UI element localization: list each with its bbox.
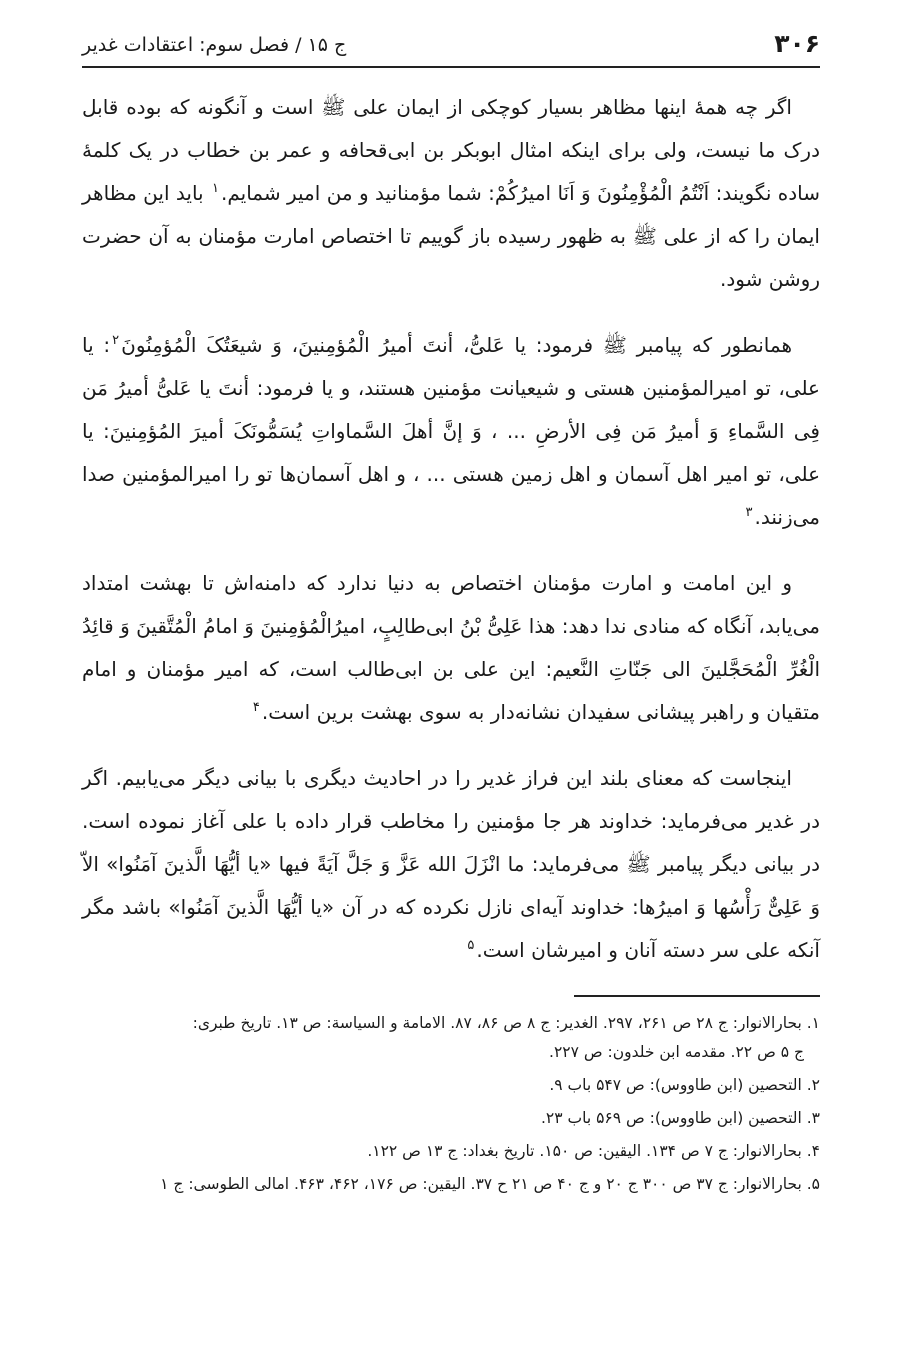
footnote-separator xyxy=(574,995,820,997)
paragraph: اگر چه همهٔ اینها مظاهر بسیار کوچکی از ایمان علی ﷺ است و آنگونه که بوده قابل درک ما نیست، ولی برای اینکه امثال ابوبکر بن ابی‌قحافه و عمر بن خطاب در یک کلمهٔ ساده نگویند: اَنْتُمُ الْمُؤْمِنُونَ وَ اَنَا امیرُکُمْ: شما مؤمنانید و من امیر شمایم.$^۱$ باید این مظاهر ایمان را که از علی ﷺ به ظهور رسیده باز گوییم تا اختصاص امارت مؤمنان به آن حضرت روشن شود. xyxy=(82,95,820,291)
footnote: ۳. التحصین (ابن طاووس): ص ۵۶۹ باب ۲۳. xyxy=(540,1109,820,1127)
page-number: ۳۰۶ xyxy=(774,29,820,58)
footnote: ۴. بحارالانوار: ج ۷ ص ۱۳۴. الیقین: ص ۱۵۰. تاریخ بغداد: ج ۱۳ ص ۱۲۲. xyxy=(367,1142,820,1160)
footnotes xyxy=(82,1009,820,1199)
footnote: ۵. بحارالانوار: ج ۳۷ ص ۳۰۰ ج ۲۰ و ج ۴۰ ص ۲۱ ح ۳۷. الیقین: ص ۱۷۶، ۴۶۲، ۴۶۳. امالی الطوسی: ج ۱ xyxy=(160,1175,820,1193)
paragraph: اینجاست که معنای بلند این فراز غدیر را در احادیث دیگری با بیانی دیگر می‌یابیم. اگر در غدیر می‌فرماید: خداوند هر جا مؤمنین را مخاطب قرار داده با علی آغاز نموده است. در بیانی دیگر پیامبر ﷺ می‌فرماید: ما انْزَلَ الله عَزَّ وَ جَلَّ آیَةً فیها «یا أیُّهَا الَّذینَ آمَنُوا» الاّ وَ عَلِیٌّ رَأْسُها وَ امیرُها: خداوند آیه‌ای نازل نکرده که در آن «یا أیُّهَا الَّذینَ آمَنُوا» باشد مگر آنکه علی سر دسته آنان و امیرشان است.$^۵$ xyxy=(82,766,820,962)
footnote: ۱. بحارالانوار: ج ۲۸ ص ۲۶۱، ۲۹۷. الغدیر: ج ۸ ص ۸۶، ۸۷. الامامة و السیاسة: ص ۱۳. تاریخ طبری: ج ۵ ص ۲۲. مقدمه ابن خلدون: ص ۲۲۷. xyxy=(192,1014,820,1061)
running-title: ج ۱۵ / فصل سوم: اعتقادات غدیر xyxy=(82,34,347,56)
footnote-ref: ۵ xyxy=(467,938,475,954)
footnote-ref: ۴ xyxy=(252,700,260,716)
book-page xyxy=(82,30,820,1203)
body-text xyxy=(82,86,820,972)
footnote-ref: ۳ xyxy=(745,505,753,521)
page-header xyxy=(82,30,820,68)
paragraph: همانطور که پیامبر ﷺ فرمود: یا عَلیُّ، أنتَ أمیرُ الْمُؤمِنینَ، وَ شیعَتُکَ الْمُؤمِنُونَ$^۲$: یا علی، تو امیرالمؤمنین هستی و شیعیانت مؤمنین هستند، و یا فرمود: أنتَ یا عَلیُّ أمیرُ مَن فِی السَّماءِ وَ أمیرُ مَن فِی الأرضِ ... ، وَ إنَّ أهلَ السَّماواتِ یُسَمُّونَکَ أمیرَ المُؤمِنینَ: یا علی، تو امیر اهل آسمان و اهل زمین هستی ... ، و اهل آسمان‌ها تو را امیرالمؤمنین صدا می‌زنند.$^۳$ xyxy=(82,333,820,529)
footnote-ref: ۲ xyxy=(112,333,120,349)
paragraph: و این امامت و امارت مؤمنان اختصاص به دنیا ندارد که دامنه‌اش تا بهشت امتداد می‌یابد، آنگاه که منادی ندا دهد: هذا عَلِیُّ بْنُ ابی‌طالِبٍ، امیرُالْمُؤمِنینَ وَ امامُ الْمُتَّقینَ وَ قائِدُ الْغُرِّ الْمُحَجَّلینَ الی جَنّاتِ النَّعیم: این علی بن ابی‌طالب است، که امیر مؤمنان و امام متقیان و راهبر پیشانی سفیدان نشانه‌دار به سوی بهشت برین است.$^۴$ xyxy=(82,571,820,724)
footnote: ۲. التحصین (ابن طاووس): ص ۵۴۷ باب ۹. xyxy=(549,1076,820,1094)
footnote-ref: ۱ xyxy=(211,181,219,197)
